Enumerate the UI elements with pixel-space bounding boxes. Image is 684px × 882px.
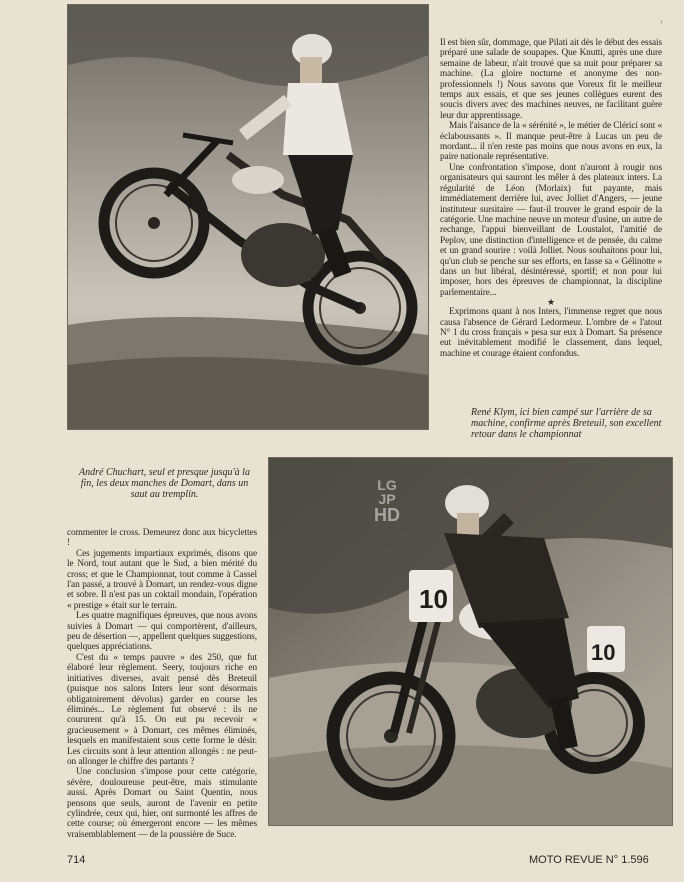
paragraph: commenter le cross. Demeurez donc aux bicyclettes !	[67, 528, 257, 549]
photo-klym-rider	[268, 457, 673, 826]
article-column-right	[440, 38, 662, 359]
caption-klym: René Klym, ici bien campé sur l'arrière de sa machine, confirme après Breteuil, son excellent retour dans le championnat	[471, 407, 662, 441]
jump-photo-illustration	[68, 5, 428, 429]
site-watermark	[352, 478, 422, 538]
paragraph: Mais l'aisance de la « sérénité », le métier de Cléricí sont « éclaboussants ». Il manque peut-être à Lucas un peu de mordant... il n'en reste pas moins que nous avons en eux, la paire nationale représentative.	[440, 121, 662, 163]
paragraph: Ces jugements impartiaux exprimés, disons que le Nord, tout autant que le Sud, a bien mérité du cross; et que le Championnat, tout comme à Cassel l'an passé, a trouvé à Domart, un rendez-vous digne et sobre. Il n'est pas un coktail mondain, l'opération « prestige » était sur le terrain.	[67, 548, 257, 611]
paragraph: Les quatre magnifiques épreuves, que nous avons suivies à Domart — qui comportèrent, d'ailleurs, peu de désertion —, appellent quelques suggestions, quelques appréciations.	[67, 611, 257, 653]
page-number: 714	[67, 854, 86, 866]
watermark-line: LG	[377, 477, 397, 493]
paragraph: C'est du « temps pauvre » des 250, que fut élaboré leur règlement. Seery, toujours riche en initiatives diverses, avait pensé dès Breteuil (puisque nos salons Inters leur sont désormais obligatoirement dévolus) garder en course les éliminés... Le règlement fut observé : ils ne coururent qu'à 15. On eut pu recevoir « gracieusement » à Domart, ces mêmes éliminés, lesquels en manifestaient sous cette forme le désir. Les circuits sont à leur attention allongés : ne peut-on allonger le chiffre des partants ?	[67, 652, 257, 767]
article-column-left	[67, 528, 257, 840]
front-plate-number: 10	[419, 584, 448, 614]
section-separator-star: ★	[547, 297, 555, 308]
side-plate-number: 10	[591, 640, 616, 665]
paragraph: Il est bien sûr, dommage, que Pilati ait dès le début des essais préparé une salade de soupapes. Que Knutti, après une dure semaine de labeur, n'ait trouvé que sa nuit pour préparer sa machine. (La gloire nocturne et anonyme des non-professionnels !) Nous savons que Voreux fit le meilleur temps aux essais, et que ses jeunes collègues eurent des soucis divers avec des machines neuves, ne facilitant guère leur dur apprentissage.	[440, 38, 662, 121]
rider-photo-illustration	[269, 458, 672, 825]
paragraph: Une confrontation s'impose, dont n'auront à rougir nos organisateurs qui sauront les mêler à des plateaux inters. La régularité de Léon (Morlaix) fut payante, mais immédiatement derrière lui, avec Jolliet d'Angers, — jeune instituteur sursitaire — faut-il trouver le grand espoir de la catégorie. Une machine neuve un moteur d'usine, un autre de rechange, l'appui bienveillant de Loustalot, l'amitié de Peplov, une distinction d'intelligence et de pensée, du calme et un grand sourire : voilà Jolliet. Nous souhaitons pour lui, qu'un club se penche sur ses efforts, en fasse sa « Gélinotte » dans un but libéral, désintéressé, sportif; et non pour lui imposer, hors des épreuves de championnat, la discipline parlementaire...	[440, 162, 662, 298]
watermark-line: JP	[378, 491, 396, 507]
corner-mark: ›	[660, 16, 663, 26]
paragraph: Une conclusion s'impose pour cette catégorie, sévère, douloureuse peut-être, mais stimulante aussi. Après Domart ou Saint Quentin, nous pensons que seuls, auront de l'avenir en petite cylindrée, ceux qui, hier, ont surmonté les affres de cette course; où émergeront encore — les mêmes vraisemblablement — de la poussière de Suce.	[67, 767, 257, 840]
photo-chuchart-jump	[67, 4, 429, 430]
caption-chuchart: André Chuchart, seul et presque jusqu'à la fin, les deux manches de Domart, dans un saut au tremplin.	[79, 467, 250, 501]
paragraph: Exprimons quant à nos Inters, l'immense regret que nous causa l'absence de Gérard Ledormeur. L'ombre de « l'atout N° 1 du cross français » pesa sur eux à Domart. Sa présence eut inévitablement modifié le classement, dans lequel, machine et courage étaient confondus.	[440, 307, 662, 359]
magazine-issue: MOTO REVUE N° 1.596	[529, 854, 649, 866]
watermark-line: HD	[374, 505, 400, 525]
